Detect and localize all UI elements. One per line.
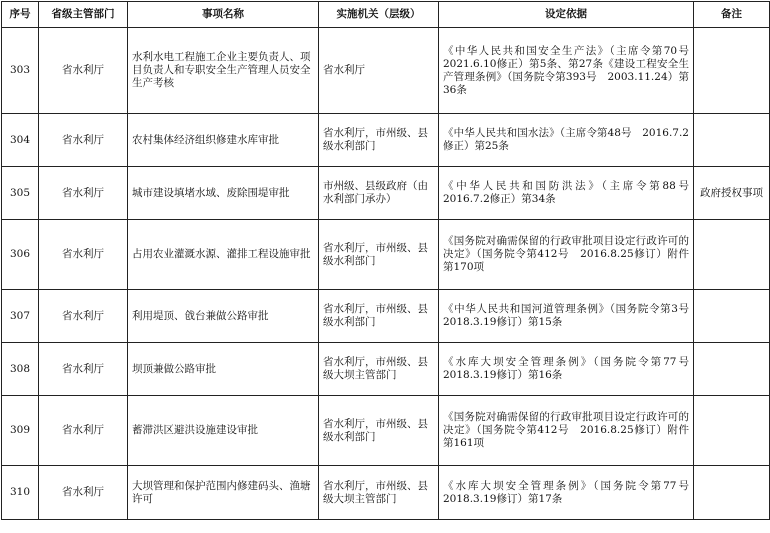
item-name-cell: 水利水电工程施工企业主要负责人、项目负责人和专职安全生产管理人员安全生产考核 (128, 28, 319, 114)
item-name-cell: 占用农业灌溉水源、灌排工程设施审批 (128, 220, 319, 290)
item-name-cell: 利用堤顶、戗台兼做公路审批 (128, 290, 319, 343)
seq-cell: 304 (2, 114, 39, 167)
note-cell (694, 114, 770, 167)
agency-cell: 省水利厅 (319, 28, 439, 114)
table-row (2, 167, 770, 220)
legal-basis-cell: 《国务院对确需保留的行政审批项目设定行政许可的决定》（国务院令第412号 2016.8.25修订）附件第161项 (439, 396, 694, 466)
header-item-name: 事项名称 (128, 2, 319, 28)
agency-cell: 省水利厅，市州级、县级水利部门 (319, 114, 439, 167)
table-row (2, 220, 770, 290)
legal-basis-cell: 《中华人民共和国河道管理条例》（国务院令第3号 2018.3.19修订）第15条 (439, 290, 694, 343)
table-row (2, 114, 770, 167)
dept-cell: 省水利厅 (39, 343, 128, 396)
header-note: 备注 (694, 2, 770, 28)
legal-basis-cell: 《水库大坝安全管理条例》（国务院令第77号 2018.3.19修订）第16条 (439, 343, 694, 396)
approval-items-table (1, 1, 770, 520)
legal-basis-cell: 《中华人民共和国安全生产法》（主席令第70号 2021.6.10修正）第5条、第27条《建设工程安全生产管理条例》（国务院令第393号 2003.11.24）第36条 (439, 28, 694, 114)
dept-cell: 省水利厅 (39, 290, 128, 343)
table-row (2, 396, 770, 466)
dept-cell: 省水利厅 (39, 28, 128, 114)
legal-basis-cell: 《中华人民共和国水法》（主席令第48号 2016.7.2修正）第25条 (439, 114, 694, 167)
note-cell (694, 396, 770, 466)
header-dept: 省级主管部门 (39, 2, 128, 28)
legal-basis-cell: 《国务院对确需保留的行政审批项目设定行政许可的决定》（国务院令第412号 2016.8.25修订）附件第170项 (439, 220, 694, 290)
seq-cell: 307 (2, 290, 39, 343)
dept-cell: 省水利厅 (39, 396, 128, 466)
dept-cell: 省水利厅 (39, 114, 128, 167)
item-name-cell: 城市建设填堵水域、废除围堤审批 (128, 167, 319, 220)
note-cell (694, 28, 770, 114)
item-name-cell: 坝顶兼做公路审批 (128, 343, 319, 396)
note-cell: 政府授权事项 (694, 167, 770, 220)
note-cell (694, 343, 770, 396)
dept-cell: 省水利厅 (39, 466, 128, 520)
note-cell (694, 290, 770, 343)
seq-cell: 310 (2, 466, 39, 520)
table-row (2, 28, 770, 114)
item-name-cell: 蓄滞洪区避洪设施建设审批 (128, 396, 319, 466)
agency-cell: 市州级、县级政府（由水利部门承办） (319, 167, 439, 220)
table-row (2, 290, 770, 343)
header-agency: 实施机关（层级） (319, 2, 439, 28)
item-name-cell: 农村集体经济组织修建水库审批 (128, 114, 319, 167)
dept-cell: 省水利厅 (39, 167, 128, 220)
seq-cell: 305 (2, 167, 39, 220)
seq-cell: 308 (2, 343, 39, 396)
table-header-row (2, 2, 770, 28)
note-cell (694, 466, 770, 520)
table-row (2, 343, 770, 396)
seq-cell: 303 (2, 28, 39, 114)
agency-cell: 省水利厅，市州级、县级水利部门 (319, 396, 439, 466)
agency-cell: 省水利厅，市州级、县级大坝主管部门 (319, 343, 439, 396)
header-seq: 序号 (2, 2, 39, 28)
agency-cell: 省水利厅，市州级、县级水利部门 (319, 290, 439, 343)
agency-cell: 省水利厅，市州级、县级水利部门 (319, 220, 439, 290)
legal-basis-cell: 《中华人民共和国防洪法》（主席令第88号 2016.7.2修正）第34条 (439, 167, 694, 220)
agency-cell: 省水利厅，市州级、县级大坝主管部门 (319, 466, 439, 520)
legal-basis-cell: 《水库大坝安全管理条例》（国务院令第77号 2018.3.19修订）第17条 (439, 466, 694, 520)
note-cell (694, 220, 770, 290)
seq-cell: 306 (2, 220, 39, 290)
dept-cell: 省水利厅 (39, 220, 128, 290)
table-row (2, 466, 770, 520)
header-legal-basis: 设定依据 (439, 2, 694, 28)
item-name-cell: 大坝管理和保护范围内修建码头、渔塘许可 (128, 466, 319, 520)
seq-cell: 309 (2, 396, 39, 466)
